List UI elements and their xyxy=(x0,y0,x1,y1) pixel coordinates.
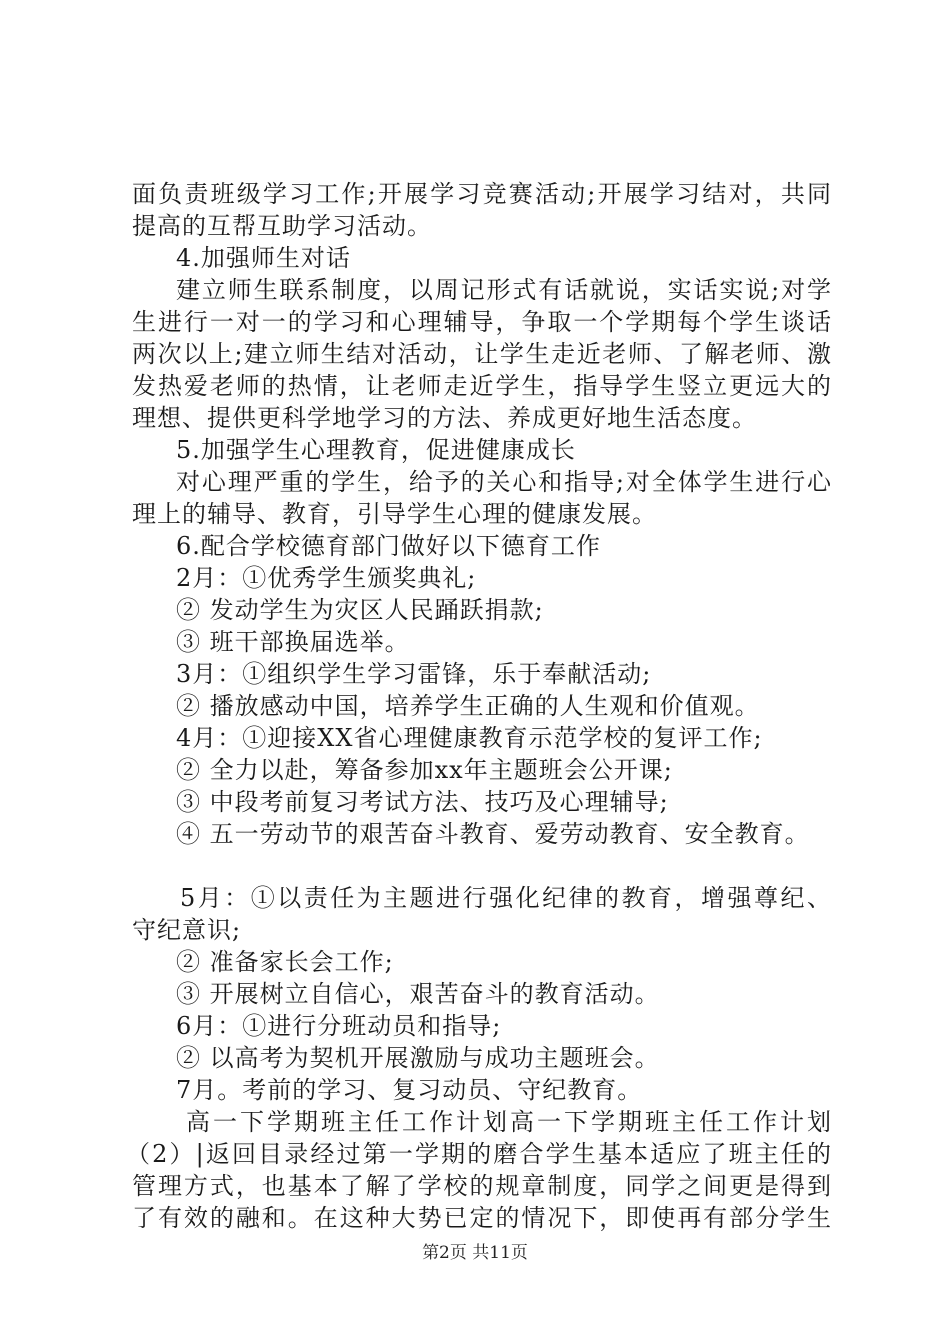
section-heading: 4.加强师生对话 xyxy=(176,244,351,272)
paragraph-line: 理上的辅导、教育，引导学生心理的健康发展。 xyxy=(132,500,657,528)
list-item: 守纪意识; xyxy=(132,916,242,944)
paragraph-line: 生进行一对一的学习和心理辅导，争取一个学期每个学生谈话 xyxy=(132,308,832,336)
list-item: 7月。考前的学习、复习动员、守纪教育。 xyxy=(176,1076,643,1104)
list-item: ③ 中段考前复习考试方法、技巧及心理辅导; xyxy=(176,788,669,816)
list-item: ③ 开展树立自信心，艰苦奋斗的教育活动。 xyxy=(176,980,660,1008)
paragraph-line: 了有效的融和。在这种大势已定的情况下，即使再有部分学生 xyxy=(132,1204,832,1232)
paragraph-line: 两次以上;建立师生结对活动，让学生走近老师、了解老师、激 xyxy=(132,340,832,368)
list-item: ② 准备家长会工作; xyxy=(176,948,394,976)
list-item: 2月：①优秀学生颁奖典礼; xyxy=(176,564,477,592)
list-item: ② 全力以赴，筹备参加xx年主题班会公开课; xyxy=(176,756,673,784)
paragraph-line: 理想、提供更科学地学习的方法、养成更好地生活态度。 xyxy=(132,404,757,432)
section-heading: 5.加强学生心理教育，促进健康成长 xyxy=(176,436,576,464)
list-item: ② 以高考为契机开展激励与成功主题班会。 xyxy=(176,1044,660,1072)
list-item: ② 播放感动中国，培养学生正确的人生观和价值观。 xyxy=(176,692,760,720)
paragraph-line: （2）|返回目录经过第一学期的磨合学生基本适应了班主任的 xyxy=(126,1140,832,1168)
list-item: ③ 班干部换届选举。 xyxy=(176,628,410,656)
paragraph-line: 对心理严重的学生，给予的关心和指导;对全体学生进行心 xyxy=(176,468,832,496)
paragraph-line: 面负责班级学习工作;开展学习竞赛活动;开展学习结对，共同 xyxy=(132,180,832,208)
paragraph-line: 管理方式，也基本了解了学校的规章制度，同学之间更是得到 xyxy=(132,1172,832,1200)
page-number-footer: 第2页 共11页 xyxy=(422,1243,528,1263)
paragraph-line: 发热爱老师的热情，让老师走近学生，指导学生竖立更远大的 xyxy=(132,372,832,400)
section-heading: 6.配合学校德育部门做好以下德育工作 xyxy=(176,532,601,560)
paragraph-line: 提高的互帮互助学习活动。 xyxy=(132,212,432,240)
list-item: 4月：①迎接XX省心理健康教育示范学校的复评工作; xyxy=(176,724,763,752)
list-item: 5月：①以责任为主题进行强化纪律的教育，增强尊纪、 xyxy=(180,884,832,912)
list-item: 6月：①进行分班动员和指导; xyxy=(176,1012,502,1040)
paragraph-line: 高一下学期班主任工作计划高一下学期班主任工作计划 xyxy=(186,1108,832,1136)
list-item: ④ 五一劳动节的艰苦奋斗教育、爱劳动教育、安全教育。 xyxy=(176,820,810,848)
list-item: 3月：①组织学生学习雷锋，乐于奉献活动; xyxy=(176,660,652,688)
list-item: ② 发动学生为灾区人民踊跃捐款; xyxy=(176,596,544,624)
paragraph-line: 建立师生联系制度，以周记形式有话就说，实话实说;对学 xyxy=(176,276,832,304)
